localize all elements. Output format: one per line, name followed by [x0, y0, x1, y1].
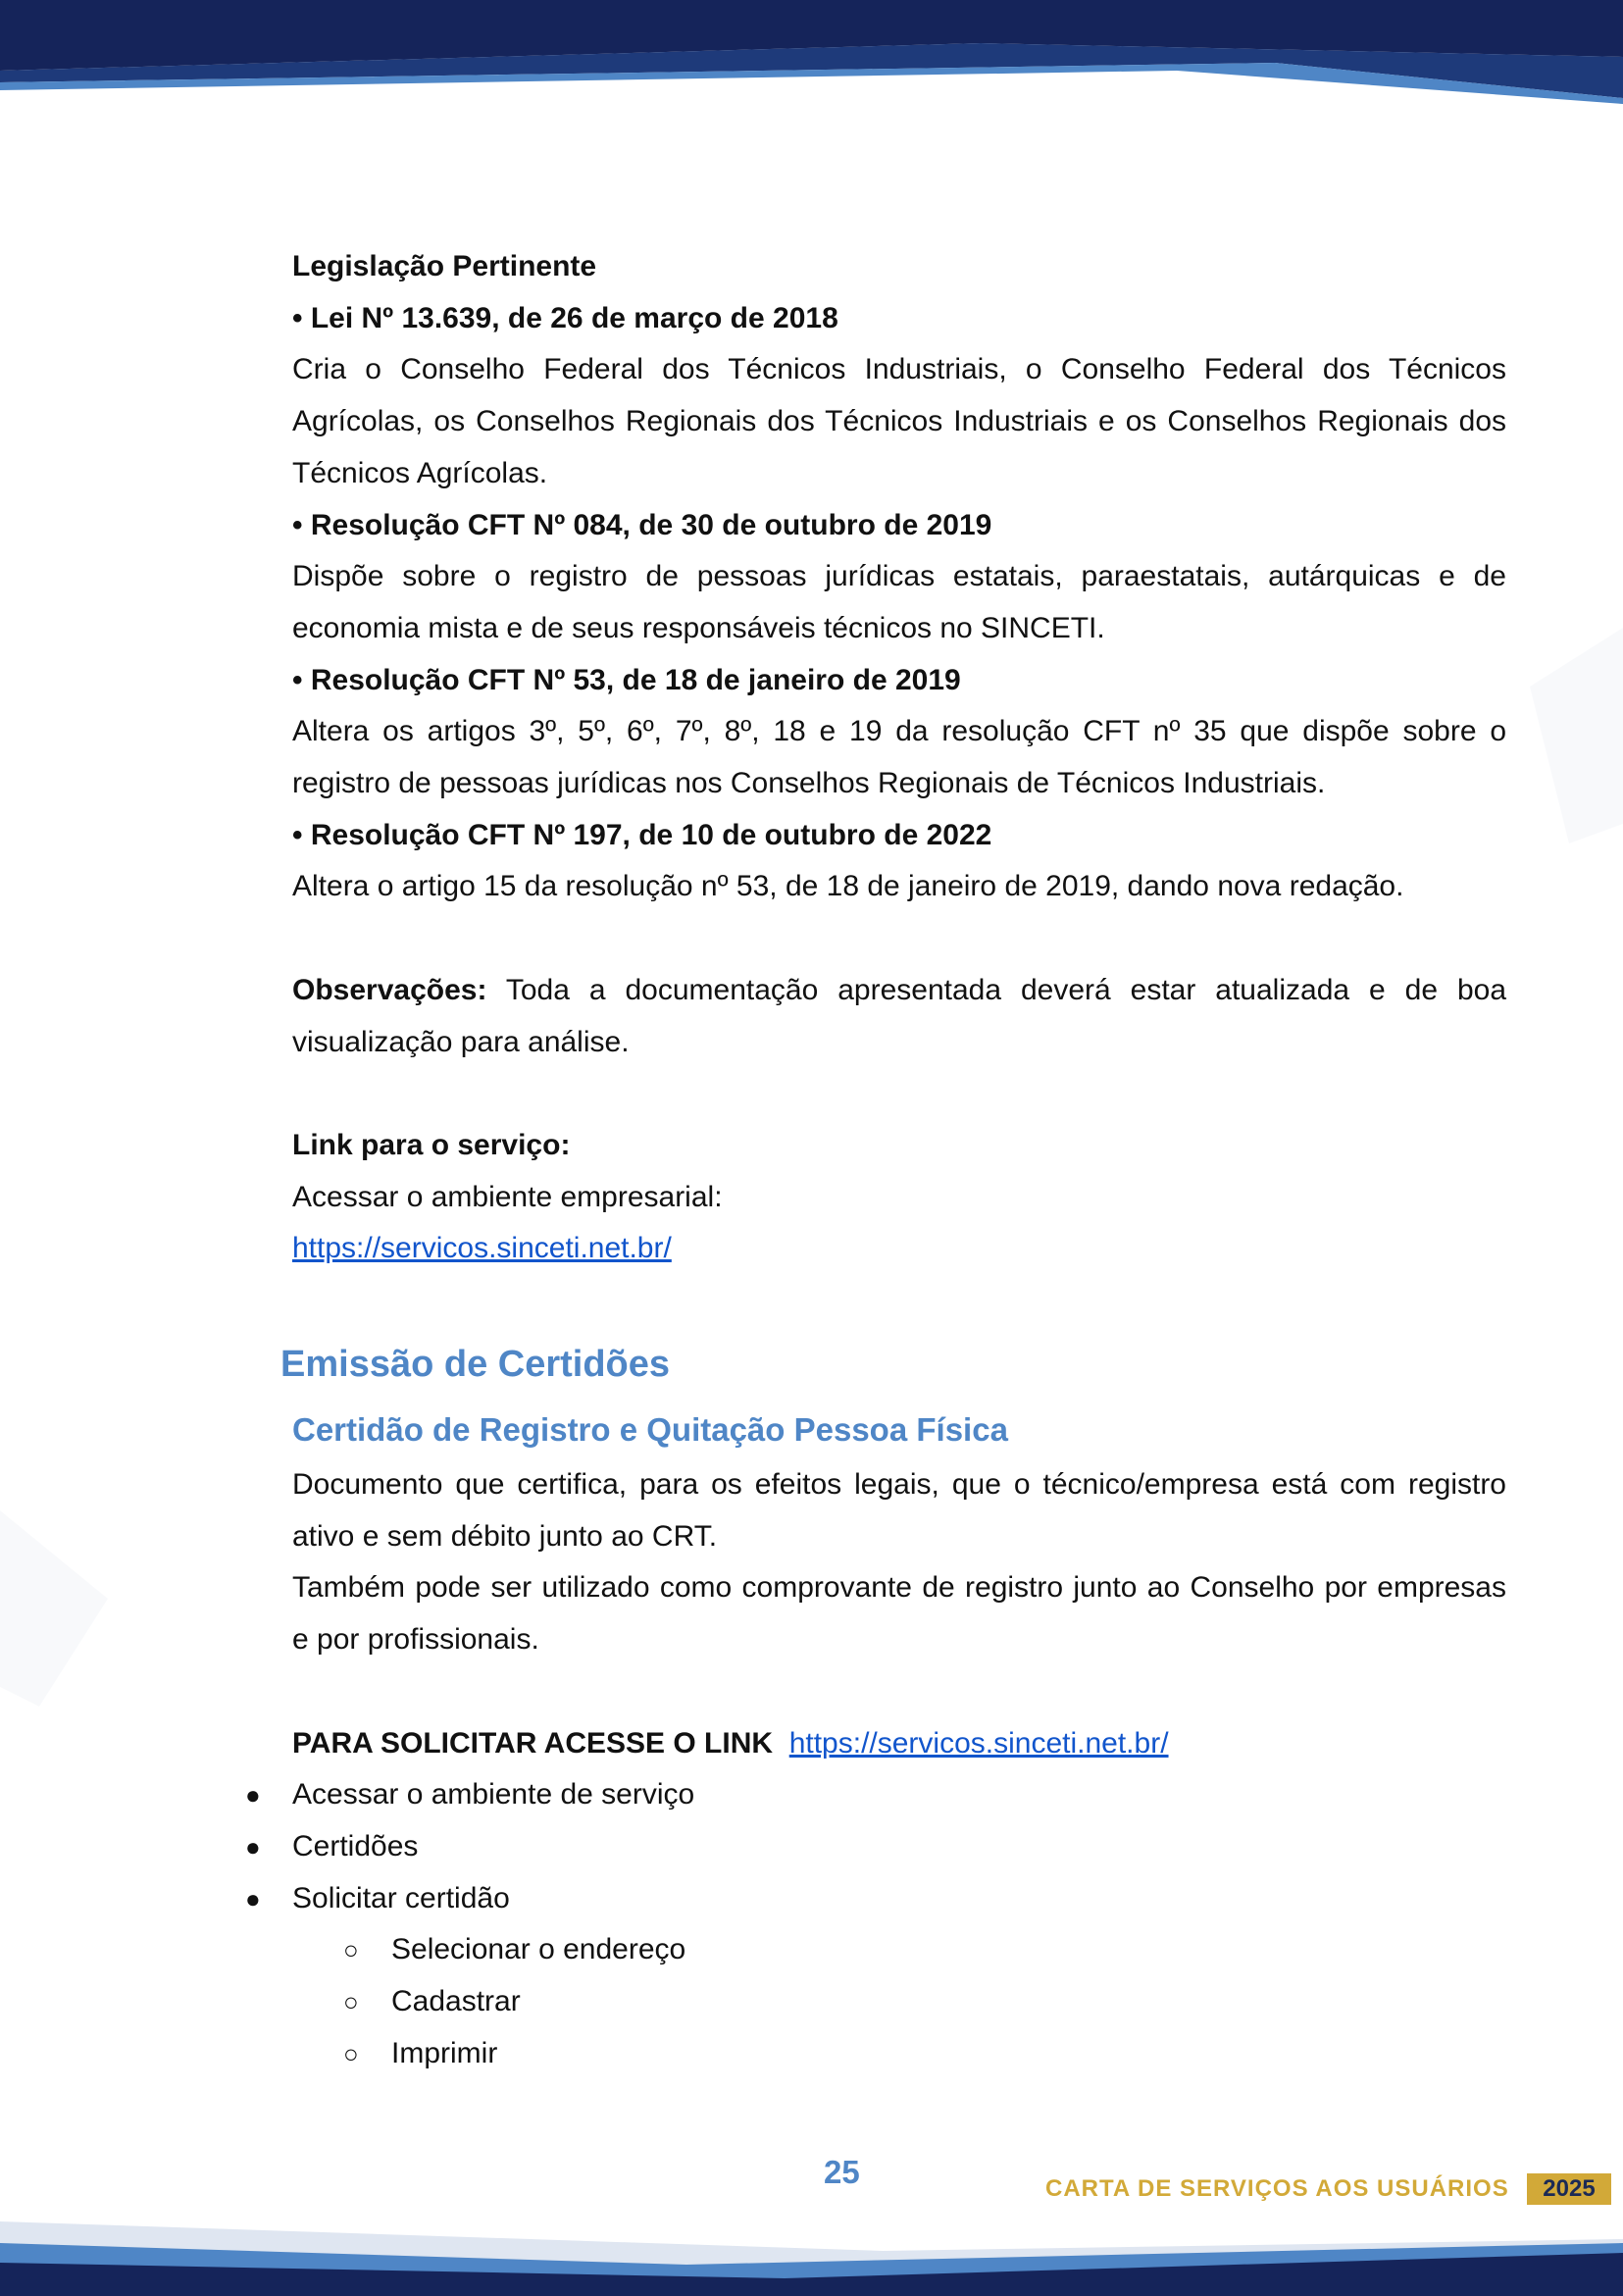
resolution-title: • Resolução CFT Nº 197, de 10 de outubro de 2022 [292, 818, 992, 851]
legislation-section [292, 241, 1506, 1275]
step-label: Solicitar certidão [292, 1881, 510, 1914]
service-link-text: Acessar o ambiente empresarial: [292, 1180, 723, 1213]
request-label: PARA SOLICITAR ACESSE O LINK [292, 1726, 774, 1760]
substep-label: Imprimir [391, 2036, 498, 2069]
legislation-heading: Legislação Pertinente [292, 250, 597, 282]
law-title: • Lei Nº 13.639, de 26 de março de 2018 [292, 301, 838, 334]
circle-bullet-icon: ○ [343, 2038, 359, 2068]
bullet-icon: ● [245, 1780, 261, 1811]
resolution-description: Altera os artigos 3º, 5º, 6º, 7º, 8º, 18 e 19 da resolução CFT nº 35 que dispõe sobre o registro de pessoas jurídicas nos Conselhos Regionais de Técnicos Industriais. [292, 715, 1506, 800]
subsection-title: Certidão de Registro e Quitação Pessoa Física [292, 1411, 1008, 1448]
bullet-icon: ● [245, 1831, 261, 1862]
section-title: Emissão de Certidões [280, 1344, 671, 1385]
sub-list-item [292, 1924, 1506, 1976]
sub-list-item [292, 1976, 1506, 2028]
step-label: Certidões [292, 1829, 419, 1862]
resolution-description: Dispõe sobre o registro de pessoas jurídicas estatais, paraestatais, autárquicas e de economia mista e de seus responsáveis técnicos no SINCETI. [292, 560, 1506, 644]
bullet-icon: ● [245, 1883, 261, 1913]
observations-label: Observações: [292, 973, 487, 1006]
list-item [245, 1873, 1506, 1925]
observations-paragraph [292, 965, 1506, 1068]
request-url-link[interactable]: https://servicos.sinceti.net.br/ [788, 1726, 1169, 1760]
service-link-heading: Link para o serviço: [292, 1128, 571, 1161]
footer-decoration [0, 2192, 1623, 2296]
substep-label: Cadastrar [391, 1985, 521, 2018]
circle-bullet-icon: ○ [343, 1935, 359, 1965]
step-label: Acessar o ambiente de serviço [292, 1778, 695, 1811]
service-url-link[interactable]: https://servicos.sinceti.net.br/ [292, 1232, 672, 1265]
page-number: 25 [824, 2154, 860, 2190]
resolution-title: • Resolução CFT Nº 084, de 30 de outubro de 2019 [292, 508, 992, 541]
resolution-description: Altera o artigo 15 da resolução nº 53, de 18 de janeiro de 2019, dando nova redação. [292, 870, 1404, 903]
list-item [245, 1821, 1506, 1873]
list-item [245, 1769, 1506, 1821]
watermark-shape-left [0, 1510, 113, 1707]
certificate-description: Documento que certifica, para os efeitos legais, que o técnico/empresa está com registro ativo e sem débito junto ao CRT. [292, 1468, 1506, 1553]
circle-bullet-icon: ○ [343, 1987, 359, 2017]
law-description: Cria o Conselho Federal dos Técnicos Industriais, o Conselho Federal dos Técnicos Agrícolas, os Conselhos Regionais dos Técnicos Industriais e os Conselhos Regionais dos Técnicos Agrícolas. [292, 353, 1506, 489]
request-instructions [292, 1718, 1506, 1770]
resolution-title: • Resolução CFT Nº 53, de 18 de janeiro de 2019 [292, 663, 961, 696]
sub-list-item [292, 2028, 1506, 2080]
watermark-shape-right [1510, 628, 1623, 843]
certificate-usage: Também pode ser utilizado como comprovante de registro junto ao Conselho por empresas e por profissionais. [292, 1571, 1506, 1657]
certificates-section [245, 1404, 1506, 2079]
substep-label: Selecionar o endereço [391, 1933, 686, 1966]
observations-text: Toda a documentação apresentada deverá estar atualizada e de boa visualização para análise. [292, 973, 1506, 1058]
footer-year-badge: 2025 [1527, 2173, 1611, 2205]
footer-title: CARTA DE SERVIÇOS AOS USUÁRIOS [1045, 2175, 1509, 2202]
header-decoration [0, 0, 1623, 108]
